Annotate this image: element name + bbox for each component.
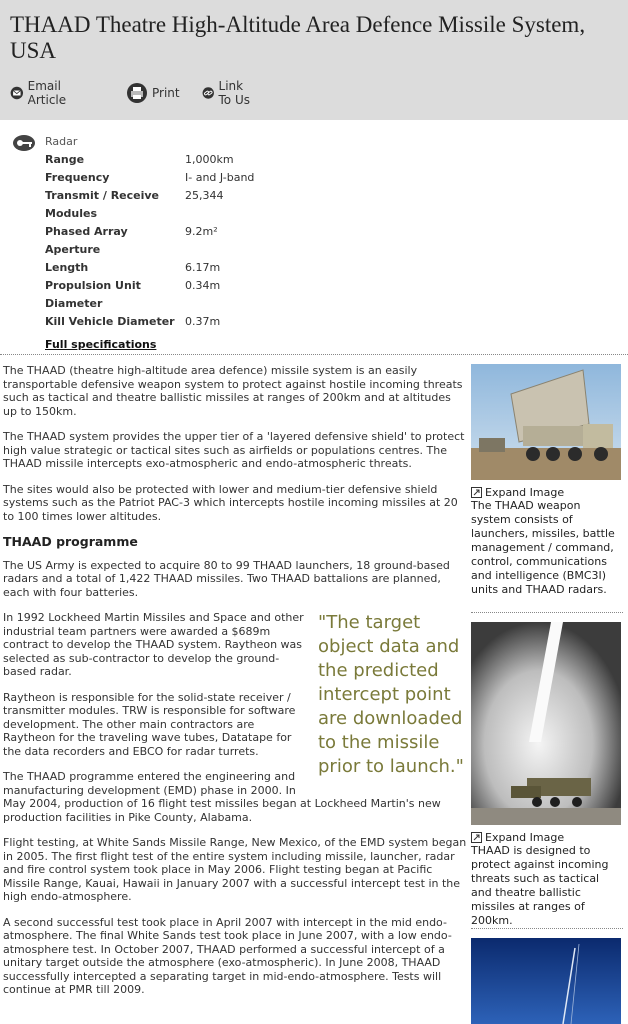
section-heading: THAAD programme [3,534,138,549]
pull-quote: "The target object data and the predicted intercept point are downloaded to the missile prior to launch." [318,612,464,777]
envelope-icon [10,82,24,104]
paragraph: The THAAD system provides the upper tier of a 'layered defensive shield' to protect high value strategic or tactical sites such as airfields or populations centres. The THAAD missile intercepts exo-atmospheric and endo-atmospheric threats. [3,430,465,470]
intercept-photo[interactable] [471,938,621,1024]
paragraph: The sites would also be protected with lower and medium-tier defensive shield systems such as the Patriot PAC-3 which intercepts hostile incoming missiles at 20 to 100 times lower altitudes. [3,482,458,523]
link-icon [202,82,215,104]
printer-icon [126,82,148,104]
spec-value: 9.2m² [185,225,218,238]
image-block [471,622,623,928]
full-specifications-link[interactable]: Full specifications [45,338,157,351]
paragraph: The US Army is expected to acquire 80 to 99 THAAD launchers, 18 ground-based radars and a total of 1,422 THAAD missiles. Two THAAD battalions are planned, each with four batteries. [3,558,450,599]
paragraph: The THAAD programme entered the engineering and manufacturing development (EMD) phase in 2000. In May 2004, production of 16 flight test missiles began at Lockheed Martin's new production facilities in Pike County, Alabama. [3,770,441,824]
paragraph: A second successful test took place in April 2007 with intercept in the mid endo-atmosphere. The final White Sands test took place in June 2007, with a low endo-atmosphere test. In October 2007, THAAD performed a successful intercept of a unitary target outside the atmosphere (exo-atmospheric). In June 2008, THAAD successfully intercepted a separating target in mid-endo-atmosphere. Tests will continue at PMR till 2009. [3,915,452,996]
expand-icon [471,487,482,498]
spec-value: I- and J-band [185,171,255,184]
paragraph: Flight testing, at White Sands Missile Range, New Mexico, of the EMD system began in 2005. The first flight test of the entire system including missile, launcher, radar and fire control system took place in May 2006. Flight testing began at Pacific Missile Range, Kauai, Hawaii in January 2007 with a successful intercept test in the high endo-atmosphere. [3,836,467,903]
link-to-us-button[interactable] [202,79,253,107]
expand-icon [471,832,482,843]
image-block [471,364,623,597]
print-button[interactable] [126,82,180,104]
expand-image-label: Expand Image [485,486,565,499]
article-header [0,0,628,120]
divider [471,612,623,613]
key-icon [12,134,36,152]
spec-value: 6.17m [185,261,221,274]
expand-image-button[interactable] [471,831,623,844]
missile-launch-image [471,622,621,825]
print-label: Print [152,86,180,100]
paragraph: In 1992 Lockheed Martin Missiles and Space and other industrial team partners were awarded a $689m contract to develop the THAAD system. Raytheon was selected as sub-contractor to develop the ground-based radar. [3,611,304,678]
expand-image-label: Expand Image [485,831,565,844]
image-caption: The THAAD weapon system consists of launchers, missiles, battle management / command, control, communications and intelligence (BMC3I) units and THAAD radars. [471,499,615,596]
email-article-button[interactable] [10,79,75,107]
expand-image-button[interactable] [471,486,623,499]
image-caption: THAAD is designed to protect against incoming threats such as tactical and theatre ballistic missiles at ranges of 200km. [471,844,609,927]
divider [0,354,628,355]
intercept-image [471,938,621,1024]
spec-label: Propulsion Unit Diameter [45,279,141,310]
paragraph: The THAAD (theatre high-altitude area defence) missile system is an easily transportable defensive weapon system to protect against hostile incoming threats such as tactical and theatre ballistic missiles at ranges of 200km and at altitudes up to 150km. [3,364,463,418]
spec-value: 0.37m [185,315,221,328]
paragraph: Raytheon is responsible for the solid-state receiver / transmitter modules. TRW is responsible for software development. The other main contractors are Raytheon for the traveling wave tubes, Datatape for the data recorders and EBCO for radar turrets. [3,690,296,758]
launcher-photo[interactable] [471,364,621,480]
spec-label: Transmit / Receive Modules [45,189,160,220]
spec-value: 0.34m [185,279,221,292]
spec-category: Radar [45,135,78,148]
spec-label: Kill Vehicle Diameter [45,315,175,328]
spec-label: Length [45,261,89,274]
spec-label: Phased Array Aperture [45,225,128,256]
page-title: THAAD Theatre High-Altitude Area Defence Missile System, USA [10,12,586,63]
image-block [471,938,623,1024]
link-to-us-label: Link To Us [218,79,250,107]
spec-value: 25,344 [185,189,224,202]
divider [471,928,623,929]
email-article-label: Email Article [27,79,67,107]
launch-photo[interactable] [471,622,621,825]
spec-label: Range [45,153,85,166]
spec-value: 1,000km [185,153,234,166]
spec-label: Frequency [45,171,110,184]
article-body [3,364,468,1009]
launcher-image [471,364,621,480]
